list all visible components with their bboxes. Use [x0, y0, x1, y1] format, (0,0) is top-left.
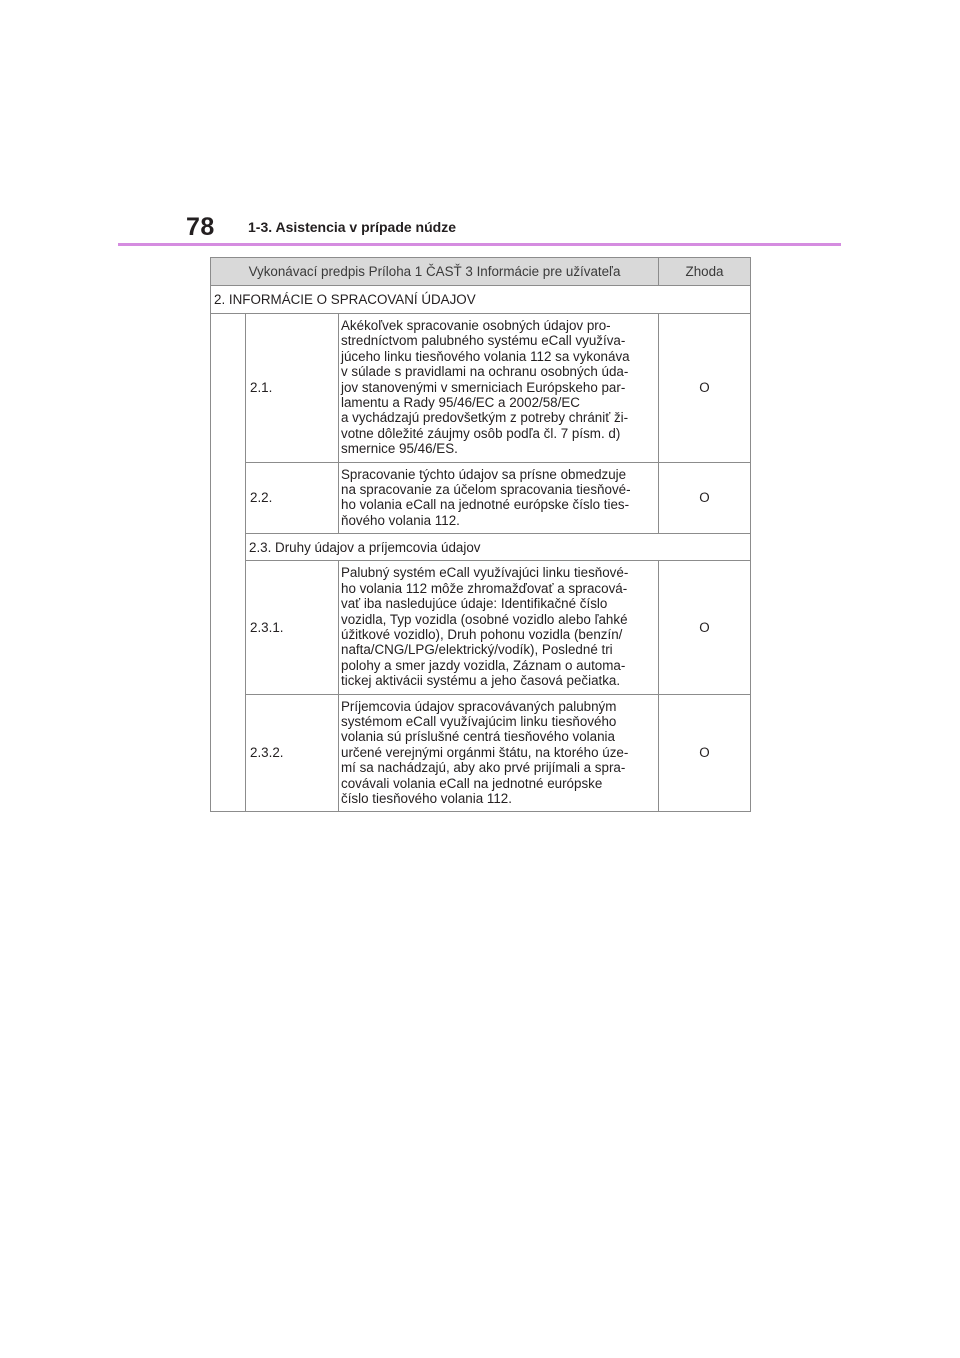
table-row: [211, 314, 751, 463]
header-compliance: Zhoda: [659, 258, 751, 286]
row-compliance: O: [659, 694, 751, 812]
text-line: mí sa nachádzajú, aby ako prvé prijímali a spra-: [341, 760, 626, 776]
text-line: smernice 95/46/ES.: [341, 441, 458, 457]
text-line: Palubný systém eCall využívajúci linku tiesňové-: [341, 565, 629, 581]
text-line: polohy a smer jazdy vozidla, Záznam o automa-: [341, 657, 626, 673]
row-description: [339, 314, 659, 463]
table-header-row: [211, 258, 751, 286]
text-line: v súlade s pravidlami na ochranu osobných úda-: [341, 364, 629, 380]
text-line: volania sú príslušné centrá tiesňového volania: [341, 729, 615, 745]
row-number: 2.1.: [246, 314, 339, 463]
section-row: [211, 286, 751, 314]
text-line: vozidla, Typ vozidla (osobné vozidlo alebo ľahké: [341, 611, 628, 627]
text-line: Akékoľvek spracovanie osobných údajov pro-: [341, 318, 611, 333]
header-divider: [118, 243, 841, 246]
requirements-table: [210, 257, 751, 812]
row-description: [339, 462, 659, 534]
text-line: ho volania 112 môže zhromažďovať a spracová-: [341, 580, 628, 596]
subsection-title-cell: 2.3. Druhy údajov a príjemcovia údajov: [246, 534, 751, 561]
text-line: ňového volania 112.: [341, 512, 460, 528]
text-line: covávali volania eCall na jednotné európske: [341, 775, 603, 791]
text-line: stredníctvom palubného systému eCall využíva-: [341, 333, 626, 349]
row-number: 2.2.: [246, 462, 339, 534]
section-title-cell: 2. INFORMÁCIE O SPRACOVANÍ ÚDAJOV: [211, 286, 751, 314]
row-compliance: O: [659, 561, 751, 694]
text-line: číslo tiesňového volania 112.: [341, 790, 512, 806]
text-line: tickej aktivácii systému a jeho časová pečiatka.: [341, 673, 621, 689]
text-line: votne dôležité záujmy osôb podľa čl. 7 písm. d): [341, 425, 621, 441]
row-number: 2.3.1.: [246, 561, 339, 694]
table-row: [211, 694, 751, 812]
text-line: vať iba nasledujúce údaje: Identifikačné číslo: [341, 596, 608, 612]
text-line: ho volania eCall na jednotné európske číslo ties-: [341, 497, 630, 513]
text-line: jov stanovenými v smerniciach Európskeho par-: [341, 379, 626, 395]
row-number: 2.3.2.: [246, 694, 339, 812]
page-number: 78: [186, 213, 215, 241]
indent-cell: [211, 314, 246, 812]
text-line: úžitkové vozidlo), Druh pohonu vozidla (benzín/: [341, 626, 623, 642]
table-row: [211, 561, 751, 694]
row-description: [339, 561, 659, 694]
text-line: nafta/CNG/LPG/elektrický/vodík), Posledné tri: [341, 642, 613, 658]
text-line: júceho linku tiesňového volania 112 sa vykonáva: [341, 348, 630, 364]
section-title: 1-3. Asistencia v prípade núdze: [248, 219, 456, 235]
text-line: na spracovanie za účelom spracovania tiesňové-: [341, 482, 631, 498]
text-line: určené verejnými orgánmi štátu, na ktorého úze-: [341, 744, 629, 760]
table-row: [211, 462, 751, 534]
text-line: systémom eCall využívajúcim linku tiesňového: [341, 713, 617, 729]
text-line: lamentu a Rady 95/46/EC a 2002/58/EC: [341, 395, 580, 411]
row-compliance: O: [659, 462, 751, 534]
row-compliance: O: [659, 314, 751, 463]
subsection-row: [211, 534, 751, 561]
text-line: Spracovanie týchto údajov sa prísne obmedzuje: [341, 466, 627, 482]
row-description: [339, 694, 659, 812]
text-line: a vychádzajú predovšetkým z potreby chrániť ži-: [341, 410, 629, 426]
text-line: Príjemcovia údajov spracovávaných palubným: [341, 698, 617, 714]
header-requirement: Vykonávací predpis Príloha 1 ČASŤ 3 Informácie pre užívateľa: [211, 258, 659, 286]
